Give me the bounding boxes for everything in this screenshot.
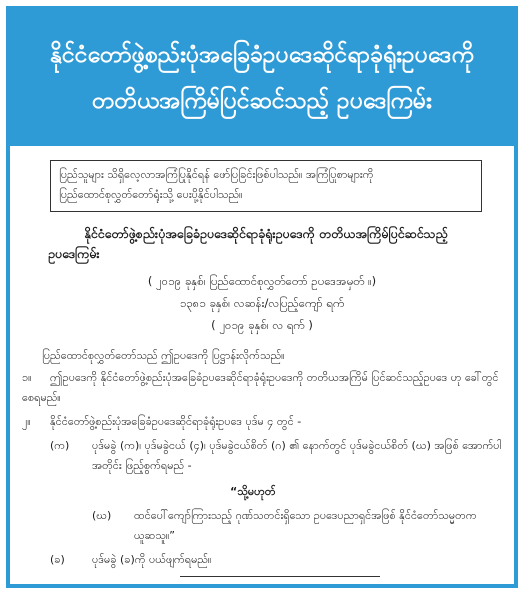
quote-open: “သို့မဟုတ် [230, 485, 276, 498]
banner-title-line2: တတိယအကြိမ်ပြင်ဆင်သည့် ဥပဒေကြမ်း [92, 88, 432, 114]
clause-kha-number: (ခ) [50, 553, 65, 566]
document-frame [6, 6, 518, 588]
law-heading [40, 224, 492, 264]
clause-ka-number: (က) [50, 439, 70, 452]
notice-line2: ပြည်ထောင်စုလွှတ်တော်ရုံးသို့ ပေးပို့နိုင်ပါသည်။ [59, 188, 243, 201]
gregorian-date-line: ( ၂၀၁၉ ခုနှစ်၊ လ ရက် ) [211, 318, 313, 332]
heading-line2: ဥပဒေကြမ်း [48, 246, 100, 261]
section-1-text-cont: စေရမည်။ [22, 391, 61, 404]
end-divider [180, 576, 380, 577]
public-notice-box [50, 160, 482, 212]
section-1-number: ၁။ [22, 371, 32, 384]
clause-gha-text-cont: ယူဆသူ။” [134, 529, 175, 542]
clause-gha-text: ထင်ပေါ်ကျော်ကြားသည့် ဂုဏ်သတင်းရှိသော ဥပဒေပညာရှင်အဖြစ် နိုင်ငံတော်သမ္မတက [134, 509, 477, 522]
clause-gha-number: (ဃ) [92, 509, 112, 522]
enactment-clause: ပြည်ထောင်စုလွှတ်တော်သည် ဤဥပဒေကို ပြဋ္ဌာန်းလိုက်သည်။ [42, 349, 285, 362]
myanmar-date-line: ၁၃၈၁ ခုနှစ်၊ လဆန်း/လပြည့်ကျော် ရက် [179, 296, 345, 310]
section-1-text: ဤဥပဒေကို နိုင်ငံတော်ဖွဲ့စည်းပုံအခြေခံဥပဒေဆိုင်ရာခုံရုံးဥပဒေကို တတိယအကြိမ် ပြင်ဆင်သည့်ဥပဒေ ဟု ခေါ်တွင် [50, 371, 499, 384]
section-2-text: နိုင်ငံတော်ဖွဲ့စည်းပုံအခြေခံဥပဒေဆိုင်ရာခုံရုံးဥပဒေ ပုဒ်မ ၄ တွင် - [50, 415, 302, 428]
heading-line1: နိုင်ငံတော်ဖွဲ့စည်းပုံအခြေခံဥပဒေဆိုင်ရာခုံရုံးဥပဒေကို တတိယအကြိမ်ပြင်ဆင်သည့် [84, 226, 448, 241]
clause-kha-text: ပုဒ်မခွဲ (ခ)ကို ပယ်ဖျက်ရမည်။ [92, 553, 212, 566]
notice-line1: ပြည်သူများ သိရှိလေ့လာအကြံပြုနိုင်ရန် ဖော်ပြခြင်းဖြစ်ပါသည်။ အကြံပြုစာများကို [59, 168, 374, 181]
title-banner [10, 10, 514, 146]
banner-title-line1: နိုင်ငံတော်ဖွဲ့စည်းပုံအခြေခံဥပဒေဆိုင်ရာခုံရုံးဥပဒေကို [50, 42, 474, 68]
law-number-line: ( ၂၀၁၉ ခုနှစ်၊ ပြည်ထောင်စုလွှတ်တော် ဥပဒေအမှတ် ။) [147, 274, 377, 288]
clause-ka-text: ပုဒ်မခွဲ (က)၊ ပုဒ်မခွဲငယ် (၄)၊ ပုဒ်မခွဲငယ်စိတ် (ဂ) ၏ နောက်တွင် ပုဒ်မခွဲငယ်စိတ် (ဃ) အဖြစ် အောက်ပါ [92, 439, 502, 452]
section-2-number: ၂။ [22, 415, 31, 428]
clause-ka-text-cont: အတိုင်း ဖြည့်စွက်ရမည် - [92, 459, 192, 472]
